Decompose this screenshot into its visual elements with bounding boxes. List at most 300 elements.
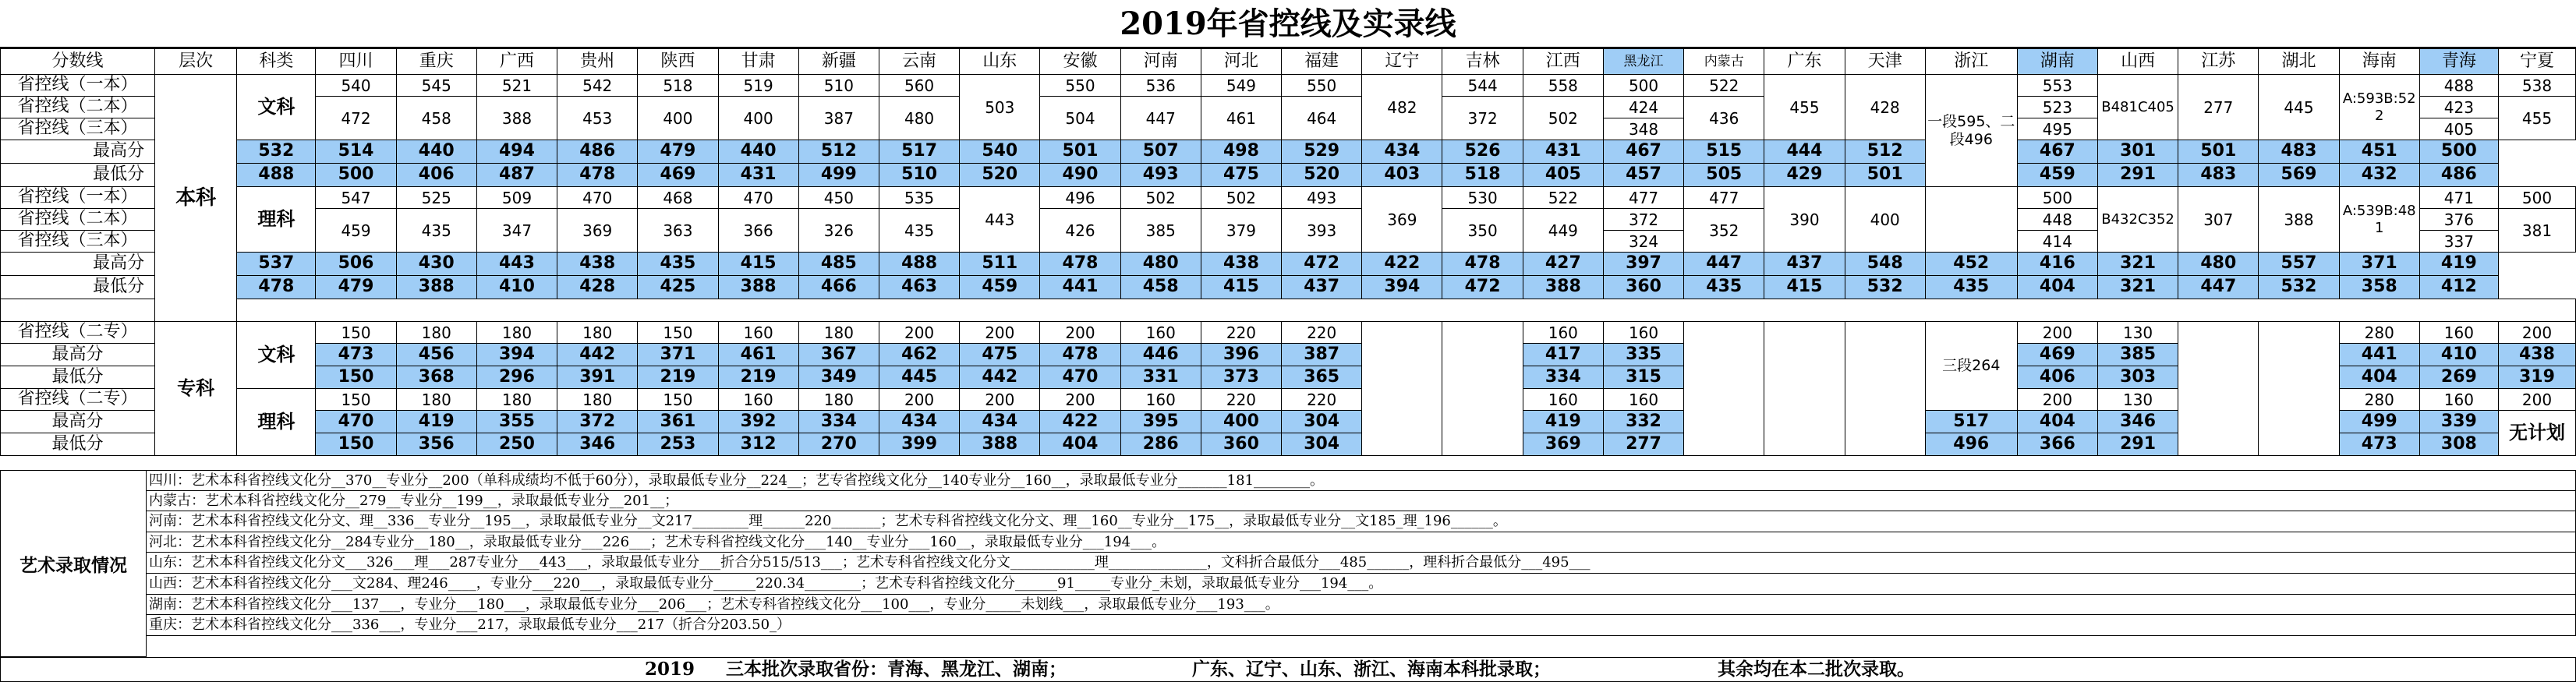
- value-cell: 348: [1603, 118, 1683, 140]
- value-cell: 412: [2419, 276, 2498, 299]
- value-cell: 435: [638, 253, 718, 276]
- value-cell: 280: [2339, 389, 2419, 411]
- header-province: 湖北: [2259, 49, 2339, 75]
- header-province: 陕西: [638, 49, 718, 75]
- value-cell: 467: [2017, 140, 2097, 164]
- header-province: 四川: [316, 49, 396, 75]
- value-cell: 250: [476, 433, 557, 456]
- value-cell: 434: [960, 411, 1040, 433]
- value-cell: 535: [879, 187, 959, 209]
- value-cell: 397: [1603, 253, 1683, 276]
- value-cell: 505: [1684, 164, 1764, 187]
- value-cell: 486: [557, 140, 638, 164]
- value-cell: 475: [1201, 164, 1281, 187]
- value-cell: 544: [1442, 75, 1523, 97]
- value-cell: 371: [638, 344, 718, 366]
- value-cell: 180: [396, 322, 476, 344]
- value-cell: 455: [1764, 75, 1845, 140]
- empty-cell: [2178, 322, 2259, 456]
- value-cell: 388: [1523, 276, 1603, 299]
- empty-cell: [1362, 322, 1442, 456]
- value-cell: 506: [316, 253, 396, 276]
- value-cell: 160: [718, 322, 798, 344]
- value-cell: 396: [1201, 344, 1281, 366]
- value-cell: 503: [960, 75, 1040, 140]
- value-cell: 475: [960, 344, 1040, 366]
- value-cell: 538: [2498, 75, 2575, 97]
- value-cell: 200: [2498, 389, 2575, 411]
- header-province: 新疆: [798, 49, 879, 75]
- value-cell: 200: [2017, 389, 2097, 411]
- value-cell: 545: [396, 75, 476, 97]
- value-cell: 557: [2259, 253, 2339, 276]
- value-cell: B481C405: [2097, 75, 2178, 140]
- row-label: 最低分: [1, 433, 155, 456]
- value-cell: 483: [2178, 164, 2259, 187]
- value-cell: 542: [557, 75, 638, 97]
- subject-cell: 理科: [237, 389, 316, 456]
- value-cell: 483: [2259, 140, 2339, 164]
- value-cell: 367: [798, 344, 879, 366]
- value-cell: 388: [396, 276, 476, 299]
- value-cell: 392: [718, 411, 798, 433]
- value-cell: 480: [1120, 253, 1201, 276]
- value-cell: 269: [2419, 366, 2498, 389]
- value-cell: 499: [798, 164, 879, 187]
- header-province: 山西: [2097, 49, 2178, 75]
- empty-cell: [1764, 322, 1845, 456]
- value-cell: 180: [557, 389, 638, 411]
- header-province: 内蒙古: [1684, 49, 1764, 75]
- value-cell: 160: [1120, 322, 1201, 344]
- value-cell: 536: [1120, 75, 1201, 97]
- value-cell: 180: [798, 389, 879, 411]
- value-cell: 526: [1442, 140, 1523, 164]
- value-cell: 470: [557, 187, 638, 209]
- footer-part3: 其余均在本二批次录取。: [1718, 659, 1915, 680]
- value-cell: 473: [2339, 433, 2419, 456]
- value-cell: 277: [2178, 75, 2259, 140]
- row-label: 省控线（二本）: [1, 209, 155, 231]
- value-cell: 518: [1442, 164, 1523, 187]
- value-cell: 372: [1442, 97, 1523, 140]
- value-cell: 502: [1201, 187, 1281, 209]
- value-cell: 445: [879, 366, 959, 389]
- value-cell: 441: [2339, 344, 2419, 366]
- value-cell: 435: [396, 209, 476, 253]
- value-cell: 428: [1845, 75, 1925, 140]
- value-cell: 431: [718, 164, 798, 187]
- value-cell: 321: [2097, 253, 2178, 276]
- value-cell: 502: [1120, 187, 1201, 209]
- value-cell: 422: [1040, 411, 1120, 433]
- value-cell: 446: [1120, 344, 1201, 366]
- header-province: 河南: [1120, 49, 1201, 75]
- row-label: 最低分: [1, 366, 155, 389]
- row-label: 最低分: [1, 164, 237, 187]
- header-province: 山东: [960, 49, 1040, 75]
- value-cell: 385: [1120, 209, 1201, 253]
- value-cell: 404: [2339, 366, 2419, 389]
- art-note-line: 河北：艺术本科省控线文化分__284专业分__180__，录取最低专业分___226___；艺术专科省控线文化分___140__专业分___160__，录取最低专业分___194___。: [146, 532, 2576, 553]
- value-cell: 220: [1201, 389, 1281, 411]
- value-cell: 445: [2259, 75, 2339, 140]
- value-cell: 277: [1603, 433, 1683, 456]
- value-cell: 440: [718, 140, 798, 164]
- value-cell: 352: [1684, 209, 1764, 253]
- row-label: 省控线（二本）: [1, 97, 155, 118]
- value-cell: 470: [316, 411, 396, 433]
- value-cell: 470: [1040, 366, 1120, 389]
- value-cell: 479: [638, 140, 718, 164]
- subject-cell: 文科: [237, 322, 316, 389]
- header-province: 湖南: [2017, 49, 2097, 75]
- value-cell: 200: [960, 322, 1040, 344]
- value-cell: 361: [638, 411, 718, 433]
- value-cell: 180: [798, 322, 879, 344]
- value-cell: 388: [960, 433, 1040, 456]
- value-cell: 160: [2419, 322, 2498, 344]
- value-cell: 339: [2419, 411, 2498, 433]
- value-cell: 417: [1523, 344, 1603, 366]
- value-cell: 372: [1603, 209, 1683, 231]
- value-cell: 437: [1282, 276, 1362, 299]
- value-cell: 515: [1684, 140, 1764, 164]
- value-cell: 435: [879, 209, 959, 253]
- value-cell: 415: [718, 253, 798, 276]
- value-cell: 500: [2498, 187, 2575, 209]
- value-cell: 500: [316, 164, 396, 187]
- level-benke: 本科: [155, 75, 237, 322]
- header-province: 河北: [1201, 49, 1281, 75]
- header-province: 安徽: [1040, 49, 1120, 75]
- value-cell: 500: [1603, 75, 1683, 97]
- value-cell: 532: [237, 140, 316, 164]
- value-cell: 304: [1282, 433, 1362, 456]
- value-cell: 558: [1523, 75, 1603, 97]
- value-cell: 510: [879, 164, 959, 187]
- footer-part2: 广东、辽宁、山东、浙江、海南本科批录取；: [1192, 659, 1551, 680]
- value-cell: 440: [396, 140, 476, 164]
- value-cell: 404: [2017, 276, 2097, 299]
- value-cell: 335: [1603, 344, 1683, 366]
- value-cell: 530: [1442, 187, 1523, 209]
- row-label: 最高分: [1, 411, 155, 433]
- header-province: 广西: [476, 49, 557, 75]
- table-row: [1, 49, 2576, 75]
- value-cell: 395: [1120, 411, 1201, 433]
- value-cell: 427: [1523, 253, 1603, 276]
- header-province: 浙江: [1925, 49, 2017, 75]
- value-cell: 426: [1040, 209, 1120, 253]
- value-cell: 522: [1684, 75, 1764, 97]
- value-cell: 369: [557, 209, 638, 253]
- header-province: 重庆: [396, 49, 476, 75]
- table-row: [1, 75, 2576, 97]
- value-cell: 369: [1362, 187, 1442, 253]
- value-cell: 388: [2259, 187, 2339, 253]
- value-cell: 423: [2419, 97, 2498, 118]
- art-note-line: 重庆：艺术本科省控线文化分___336___，专业分___217，录取最低专业分___217（折合分203.50_）: [146, 615, 2576, 636]
- value-cell: 529: [1282, 140, 1362, 164]
- value-cell: 160: [1603, 389, 1683, 411]
- value-cell: 493: [1282, 187, 1362, 209]
- value-cell: 550: [1040, 75, 1120, 97]
- value-cell: 372: [557, 411, 638, 433]
- value-cell: 334: [1523, 366, 1603, 389]
- value-cell: 472: [316, 97, 396, 140]
- art-note-line: 四川：艺术本科省控线文化分__370__专业分__200（单科成绩均不低于60分），录取最低专业分__224__；艺专省控线文化分__140专业分__160__，录取最低专业分_______181________。: [146, 470, 2576, 491]
- table-row: [1, 187, 2576, 209]
- value-cell: 444: [1764, 140, 1845, 164]
- value-cell: A:539B:481: [2339, 187, 2419, 253]
- value-cell: 424: [1603, 97, 1683, 118]
- value-cell: 428: [557, 276, 638, 299]
- value-cell: 442: [557, 344, 638, 366]
- value-cell: 478: [1040, 344, 1120, 366]
- value-cell: 548: [1845, 253, 1925, 276]
- value-cell: 308: [2419, 433, 2498, 456]
- value-cell: 356: [396, 433, 476, 456]
- value-cell: 517: [879, 140, 959, 164]
- value-cell: 406: [396, 164, 476, 187]
- value-cell: 519: [718, 75, 798, 97]
- header-province: 天津: [1845, 49, 1925, 75]
- row-label: 省控线（三本）: [1, 118, 155, 140]
- value-cell: 346: [2097, 411, 2178, 433]
- value-cell: 451: [2339, 140, 2419, 164]
- value-cell: 385: [2097, 344, 2178, 366]
- footer-note: [0, 657, 2576, 682]
- value-cell: 493: [1120, 164, 1201, 187]
- art-note-line: 湖南：艺术本科省控线文化分___137___，专业分___180___，录取最低专业分___206___；艺术专科省控线文化分___100___，专业分_____未划线___，录取最低专业分___193___。: [146, 595, 2576, 616]
- value-cell: 270: [798, 433, 879, 456]
- row-label: 省控线（三本）: [1, 231, 155, 253]
- value-cell: 553: [2017, 75, 2097, 97]
- value-cell: 347: [476, 209, 557, 253]
- ningxia-no-plan: 无计划: [2498, 411, 2575, 456]
- value-cell: 379: [1201, 209, 1281, 253]
- value-cell: 453: [557, 97, 638, 140]
- value-cell: 220: [1282, 389, 1362, 411]
- value-cell: 469: [2017, 344, 2097, 366]
- value-cell: 291: [2097, 433, 2178, 456]
- value-cell: 376: [2419, 209, 2498, 231]
- zhejiang-zhuanke: 三段264: [1925, 322, 2017, 411]
- value-cell: 150: [316, 322, 396, 344]
- value-cell: 540: [316, 75, 396, 97]
- value-cell: 200: [1040, 322, 1120, 344]
- header-province: 青海: [2419, 49, 2498, 75]
- value-cell: 488: [237, 164, 316, 187]
- value-cell: 457: [1603, 164, 1683, 187]
- art-note-line: 河南：艺术本科省控线文化分文、理__336__专业分__195__，录取最低专业分__文217________理______220_______；艺术专科省控线文化分文、理__160__专业分__175__，录取最低专业分__文185_理_196______。: [146, 511, 2576, 532]
- value-cell: 391: [557, 366, 638, 389]
- value-cell: 371: [2339, 253, 2419, 276]
- value-cell: 501: [1040, 140, 1120, 164]
- value-cell: 443: [960, 187, 1040, 253]
- value-cell: 219: [718, 366, 798, 389]
- value-cell: 447: [2178, 276, 2259, 299]
- value-cell: 415: [1201, 276, 1281, 299]
- value-cell: 522: [1523, 187, 1603, 209]
- row-label: 省控线（一本）: [1, 187, 155, 209]
- value-cell: 520: [1282, 164, 1362, 187]
- value-cell: 437: [1764, 253, 1845, 276]
- value-cell: 419: [396, 411, 476, 433]
- header-province: 云南: [879, 49, 959, 75]
- value-cell: 494: [476, 140, 557, 164]
- value-cell: 447: [1684, 253, 1764, 276]
- value-cell: 462: [879, 344, 959, 366]
- value-cell: A:593B:522: [2339, 75, 2419, 140]
- value-cell: 160: [2419, 389, 2498, 411]
- value-cell: 304: [1282, 411, 1362, 433]
- value-cell: 405: [1523, 164, 1603, 187]
- value-cell: 200: [960, 389, 1040, 411]
- row-label: 最低分: [1, 276, 237, 299]
- value-cell: 394: [1362, 276, 1442, 299]
- value-cell: 296: [476, 366, 557, 389]
- value-cell: 180: [476, 389, 557, 411]
- art-admission-notes: [146, 470, 2576, 636]
- value-cell: 502: [1523, 97, 1603, 140]
- value-cell: 422: [1362, 253, 1442, 276]
- row-label: 省控线（二专）: [1, 389, 155, 411]
- value-cell: 419: [1523, 411, 1603, 433]
- row-label: 省控线（二专）: [1, 322, 155, 344]
- value-cell: 200: [2017, 322, 2097, 344]
- header-province: 辽宁: [1362, 49, 1442, 75]
- value-cell: 350: [1442, 209, 1523, 253]
- value-cell: 150: [316, 389, 396, 411]
- header-subject: 科类: [237, 49, 316, 75]
- value-cell: 406: [2017, 366, 2097, 389]
- value-cell: 499: [2339, 411, 2419, 433]
- row-label: 最高分: [1, 140, 237, 164]
- level-zhuanke: 专科: [155, 322, 237, 456]
- value-cell: 200: [879, 389, 959, 411]
- value-cell: 459: [960, 276, 1040, 299]
- value-cell: 449: [1523, 209, 1603, 253]
- value-cell: 477: [1684, 187, 1764, 209]
- empty-cell: [1442, 322, 1523, 456]
- value-cell: 496: [1040, 187, 1120, 209]
- value-cell: 469: [638, 164, 718, 187]
- value-cell: 540: [960, 140, 1040, 164]
- value-cell: 441: [1040, 276, 1120, 299]
- value-cell: 496: [1925, 433, 2017, 456]
- value-cell: 478: [1442, 253, 1523, 276]
- value-cell: 315: [1603, 366, 1683, 389]
- value-cell: 400: [638, 97, 718, 140]
- value-cell: 500: [2419, 140, 2498, 164]
- value-cell: 160: [1603, 322, 1683, 344]
- value-cell: 160: [1523, 322, 1603, 344]
- value-cell: 393: [1282, 209, 1362, 253]
- value-cell: 459: [2017, 164, 2097, 187]
- value-cell: 478: [1040, 253, 1120, 276]
- value-cell: 456: [396, 344, 476, 366]
- spacer-row: [1, 299, 2576, 322]
- header-province: 黑龙江: [1603, 49, 1683, 75]
- value-cell: 490: [1040, 164, 1120, 187]
- header-province: 吉林: [1442, 49, 1523, 75]
- value-cell: 200: [879, 322, 959, 344]
- table-row: [1, 140, 2576, 164]
- value-cell: 468: [638, 187, 718, 209]
- value-cell: 521: [476, 75, 557, 97]
- row-label: 省控线（一本）: [1, 75, 155, 97]
- value-cell: B432C352: [2097, 187, 2178, 253]
- value-cell: 512: [798, 140, 879, 164]
- zhejiang-benke-wen: 一段595、二段496: [1925, 75, 2017, 187]
- header-province: 广东: [1764, 49, 1845, 75]
- empty-cell: [1684, 322, 1764, 456]
- value-cell: 447: [1120, 97, 1201, 140]
- value-cell: 461: [1201, 97, 1281, 140]
- art-note-line: 山东：艺术本科省控线文化分文___326___理___287专业分___443___，录取最低专业分___折合分515/513___；艺术专科省控线文化分文____________理______________，文科折合最低分___485______，理科折合最低分___495___: [146, 553, 2576, 574]
- value-cell: 537: [237, 253, 316, 276]
- value-cell: 319: [2498, 366, 2575, 389]
- header-province: 江西: [1523, 49, 1603, 75]
- value-cell: 404: [2017, 411, 2097, 433]
- value-cell: 331: [1120, 366, 1201, 389]
- value-cell: 452: [1925, 253, 2017, 276]
- value-cell: 405: [2419, 118, 2498, 140]
- value-cell: 349: [798, 366, 879, 389]
- value-cell: 404: [1040, 433, 1120, 456]
- value-cell: 547: [316, 187, 396, 209]
- value-cell: 220: [1282, 322, 1362, 344]
- value-cell: 358: [2339, 276, 2419, 299]
- value-cell: 498: [1201, 140, 1281, 164]
- value-cell: 363: [638, 209, 718, 253]
- value-cell: 355: [476, 411, 557, 433]
- value-cell: 180: [557, 322, 638, 344]
- value-cell: 160: [1523, 389, 1603, 411]
- value-cell: 150: [316, 433, 396, 456]
- value-cell: 438: [1201, 253, 1281, 276]
- value-cell: 509: [476, 187, 557, 209]
- value-cell: 332: [1603, 411, 1683, 433]
- value-cell: 455: [2498, 97, 2575, 140]
- value-cell: 414: [2017, 231, 2097, 253]
- value-cell: 324: [1603, 231, 1683, 253]
- value-cell: 430: [396, 253, 476, 276]
- value-cell: 160: [718, 389, 798, 411]
- value-cell: 130: [2097, 389, 2178, 411]
- value-cell: 463: [879, 276, 959, 299]
- value-cell: 346: [557, 433, 638, 456]
- value-cell: 488: [2419, 75, 2498, 97]
- value-cell: 410: [2419, 344, 2498, 366]
- value-cell: 448: [2017, 209, 2097, 231]
- value-cell: 471: [2419, 187, 2498, 209]
- value-cell: 160: [1120, 389, 1201, 411]
- value-cell: 399: [879, 433, 959, 456]
- value-cell: 472: [1442, 276, 1523, 299]
- value-cell: 569: [2259, 164, 2339, 187]
- value-cell: 321: [2097, 276, 2178, 299]
- value-cell: 200: [2498, 322, 2575, 344]
- value-cell: 253: [638, 433, 718, 456]
- value-cell: 429: [1764, 164, 1845, 187]
- value-cell: 219: [638, 366, 718, 389]
- value-cell: 518: [638, 75, 718, 97]
- value-cell: 390: [1764, 187, 1845, 253]
- value-cell: 477: [1603, 187, 1683, 209]
